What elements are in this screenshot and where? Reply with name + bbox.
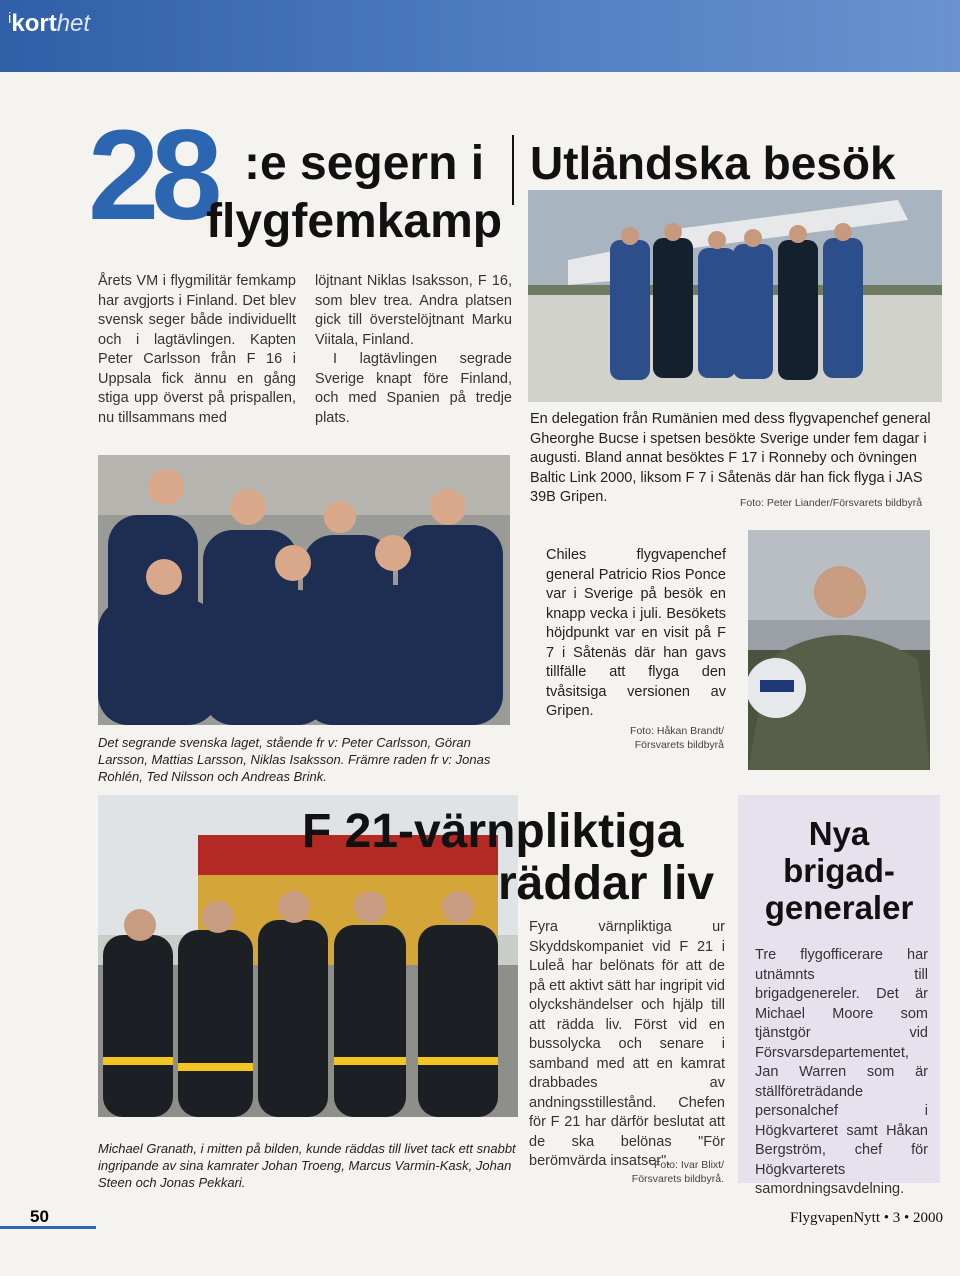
article1-title-line2: flygfemkamp bbox=[206, 195, 503, 248]
chile-general-photo bbox=[748, 530, 930, 770]
section-title: $^i$korthet bbox=[8, 10, 91, 37]
chile-photo-credit: Foto: Håkan Brandt/ Försvarets bildbyrå bbox=[630, 725, 724, 751]
team-photo bbox=[98, 455, 510, 725]
article3-title-line1: F 21-värnpliktiga bbox=[302, 805, 684, 858]
article2-title: Utländska besök bbox=[530, 137, 896, 189]
article1-text-col1: Årets VM i flygmilitär femkamp har avgjorts i Finland. Det blev svensk seger både individuellt och i lagtävlingen. Kapten Peter Carlsson från F 16 i Uppsala fick ännu en gång stiga upp överst på prispallen, nu tillsammans med bbox=[98, 273, 296, 426]
publication-footer: FlygvapenNytt • 3 • 2000 bbox=[790, 1210, 943, 1226]
delegation-caption: En delegation från Rumänien med dess flygvapenchef general Gheorghe Bucse i spetsen besökte Sverige under fem dagar i augusti. Bland annat besöktes F 17 i Ronneby och övningen Baltic Link 2000, liksom F 7 i Såtenäs där han fick flyga i JAS 39B Gripen. bbox=[530, 411, 931, 505]
article4-title: Nya brigad- generaler bbox=[764, 815, 914, 926]
article1-big-number: 28 bbox=[88, 104, 215, 247]
rescue-photo-credit: Foto: Ivar Blixt/ Försvarets bildbyrå. bbox=[631, 1159, 724, 1185]
article4-text: Tre flygofficerare har utnämnts till brigadgenereler. Det är Michael Moore som tjänstgör vid Försvarsdepartementet, Jan Warren som är ställföreträdande personalchef i Högkvarteret samt Håkan Bergström, chef för Högkvarterets samordningsavdelning. bbox=[755, 947, 928, 1197]
page-number-underline bbox=[0, 1226, 96, 1229]
chile-text: Chiles flygvapenchef general Patricio Rios Ponce var i Sverige på besök en knapp vecka i juli. Besökets höjdpunkt var en visit på F 7 i Såtenäs där han gavs tillfälle att flyga den tvåsitsiga versionen av Gripen. bbox=[546, 547, 726, 719]
page-number: 50 bbox=[30, 1207, 49, 1226]
article3-title-line2: räddar liv bbox=[498, 857, 715, 910]
delegation-photo bbox=[528, 190, 942, 402]
section-header-bar bbox=[0, 0, 960, 72]
article3-text: Fyra värnpliktiga ur Skyddskompaniet vid F 21 i Luleå har belönats för att de på ett aktivt sätt har ingripit vid olyckshändelser och hjälp till att rädda liv. Först vid en bussolycka och senare i samband med att en kamrat drabbades av andningsstillestånd. Chefen för F 21 har därför beslutat att de ska belönas "För berömvärda insatser". bbox=[529, 919, 725, 1169]
article1-text-col2: löjtnant Niklas Isaksson, F 16, som blev trea. Andra platsen gick till överstelöjtnant Marku Viitala, Finland. I lagtävlingen segrade Sverige knapt före Finland, och med Spanien på tredje plats. bbox=[315, 273, 512, 426]
team-photo-caption: Det segrande svenska laget, stående fr v: Peter Carlsson, Göran Larsson, Mattias Larsson, Niklas Isaksson. Främre raden fr v: Jonas Rohlén, Ted Nilsson och Andreas Brink. bbox=[98, 735, 491, 784]
title-divider bbox=[512, 135, 514, 205]
rescue-photo-caption: Michael Granath, i mitten på bilden, kunde räddas till livet tack ett snabbt ingripande av sina kamrater Johan Troeng, Marcus Varmin-Kask, Johan Steen och Jonas Pekkari. bbox=[98, 1141, 516, 1190]
delegation-photo-credit: Foto: Peter Liander/Försvarets bildbyrå bbox=[740, 497, 923, 509]
article1-title-line1: :e segern i bbox=[244, 137, 485, 190]
